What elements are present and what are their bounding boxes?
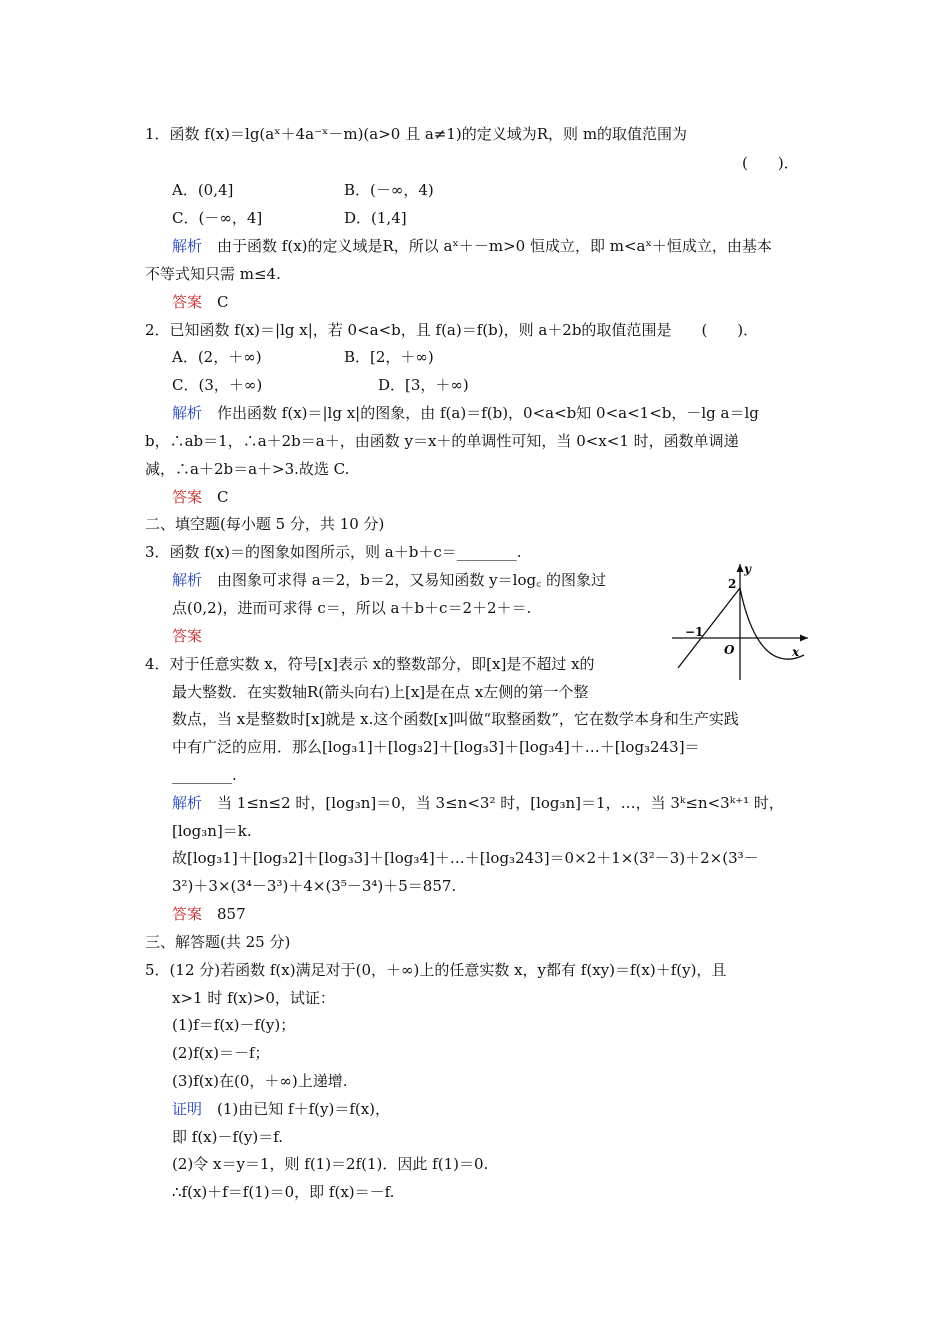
line-text: (2)令 x＝y＝1，则 f(1)＝2f(1)．因此 f(1)＝0. xyxy=(172,1155,489,1173)
analysis-tag: 解析 xyxy=(172,237,203,255)
line-text: (3)f(x)在(0，＋∞)上递增. xyxy=(172,1072,348,1090)
text-line xyxy=(145,124,687,144)
line-text: 由于函数 f(x)的定义域是R，所以 aˣ＋－m>0 恒成立，即 m<aˣ＋恒成立，由基本 xyxy=(202,237,772,255)
text-line xyxy=(344,208,407,228)
text-line xyxy=(172,1071,347,1091)
analysis-tag: 解析 xyxy=(172,571,203,589)
line-text: (1)由已知 f＋f(y)＝f(x)， xyxy=(202,1100,391,1118)
x-axis-label: x xyxy=(792,645,800,659)
line-text: 最大整数．在实数轴R(箭头向右)上[x]是在点 x左侧的第一个整 xyxy=(172,683,589,701)
line-text: 不等式知只需 m≤4. xyxy=(145,265,281,283)
line-text: 3²)＋3×(3⁴－3³)＋4×(3⁵－3⁴)＋5＝857. xyxy=(172,877,457,895)
text-line xyxy=(172,375,262,395)
line-text: 由图象可求得 a＝2，b＝2，又易知函数 y＝log꜀ 的图象过 xyxy=(202,571,607,589)
line-text: B．[2，＋∞) xyxy=(344,348,434,366)
line-text: 5．(12 分)若函数 f(x)满足对于(0，＋∞)上的任意实数 x，y都有 f(xy)＝f(x)＋f(y)，且 xyxy=(145,961,727,979)
text-line xyxy=(172,876,456,896)
text-line xyxy=(172,682,588,702)
line-text: x>1 时 f(x)>0，试证： xyxy=(172,989,335,1007)
analysis-tag: 解析 xyxy=(172,794,203,812)
analysis-tag: 证明 xyxy=(172,1100,203,1118)
origin-label: O xyxy=(724,643,735,657)
text-line xyxy=(145,320,758,340)
y-axis-label: y xyxy=(744,562,751,576)
text-line xyxy=(344,347,434,367)
x-axis-arrow xyxy=(800,635,808,642)
line-text: ∴f(x)＋f＝f(1)＝0，即 f(x)＝－f. xyxy=(172,1183,395,1201)
text-line xyxy=(172,403,759,423)
line-text: 即 f(x)－f(y)＝f. xyxy=(172,1128,283,1146)
text-line xyxy=(172,626,202,646)
answer-tag: 答案 xyxy=(172,905,203,923)
text-line xyxy=(145,932,290,952)
text-line xyxy=(172,487,229,507)
text-line xyxy=(172,821,252,841)
text-line xyxy=(145,431,739,451)
line-text: 857 xyxy=(202,905,246,923)
analysis-tag: 解析 xyxy=(172,404,203,422)
text-line xyxy=(145,960,726,980)
text-line xyxy=(172,793,784,813)
line-text: C xyxy=(202,293,229,311)
answer-tag: 答案 xyxy=(172,488,203,506)
line-text: 3．函数 f(x)＝的图象如图所示，则 a＋b＋c＝________. xyxy=(145,543,522,561)
text-line xyxy=(172,598,531,618)
line-text: b，∴ab＝1，∴a＋2b＝a＋，由函数 y＝x＋的单调性可知，当 0<x<1 时，函数单调递 xyxy=(145,432,739,450)
text-line xyxy=(344,180,434,200)
line-text: C xyxy=(202,488,229,506)
text-line xyxy=(172,1127,283,1147)
text-line xyxy=(145,459,349,479)
text-line xyxy=(172,988,335,1008)
line-text: B．(－∞，4) xyxy=(344,181,434,199)
x-tick-label: −1 xyxy=(685,625,704,639)
text-line xyxy=(172,208,262,228)
text-line xyxy=(172,904,246,924)
y-tick-label: 2 xyxy=(728,577,737,591)
line-text: 二、填空题(每小题 5 分，共 10 分) xyxy=(145,515,385,533)
text-line xyxy=(172,737,700,757)
text-line xyxy=(145,542,522,562)
text-line xyxy=(172,1154,488,1174)
text-line xyxy=(172,1182,394,1202)
line-text: 当 1≤n≤2 时，[log₃n]＝0，当 3≤n<3² 时，[log₃n]＝1，…，当 3ᵏ≤n<3ᵏ⁺¹ 时， xyxy=(202,794,784,812)
line-text: 中有广泛的应用．那么[log₃1]＋[log₃2]＋[log₃3]＋[log₃4]＋…＋[log₃243]＝ xyxy=(172,738,700,756)
line-text: D．(1,4] xyxy=(344,209,407,227)
line-text: C．(－∞，4] xyxy=(172,209,263,227)
text-line xyxy=(172,709,739,729)
line-text: (2)f(x)＝－f； xyxy=(172,1044,270,1062)
line-text: A．(2，＋∞) xyxy=(172,348,262,366)
text-line xyxy=(742,153,799,173)
text-line xyxy=(172,848,759,868)
text-line xyxy=(172,1099,390,1119)
line-text: 作出函数 f(x)＝|lg x|的图象，由 f(a)＝f(b)，0<a<b知 0<a<1<b，－lg a＝lg xyxy=(202,404,759,422)
line-text: ________. xyxy=(172,766,237,784)
function-graph xyxy=(672,562,812,682)
line-text: D．[3，＋∞) xyxy=(378,376,469,394)
line-text: ( )． xyxy=(742,154,799,172)
line-text: 数点，当 x是整数时[x]就是 x.这个函数[x]叫做“取整函数”，它在数学本身和生产实践 xyxy=(172,710,739,728)
text-line xyxy=(172,236,772,256)
line-text: 故[log₃1]＋[log₃2]＋[log₃3]＋[log₃4]＋…＋[log₃243]＝0×2＋1×(3²－3)＋2×(3³－ xyxy=(172,849,759,867)
text-line xyxy=(172,347,262,367)
text-line xyxy=(145,514,384,534)
text-line xyxy=(172,765,237,785)
line-text: 点(0,2)，进而可求得 c＝，所以 a＋b＋c＝2＋2＋＝. xyxy=(172,599,532,617)
y-axis-arrow xyxy=(737,564,744,572)
text-line xyxy=(172,1015,295,1035)
line-text: 三、解答题(共 25 分) xyxy=(145,933,291,951)
text-line xyxy=(172,180,233,200)
text-line xyxy=(172,570,606,590)
text-line xyxy=(145,264,281,284)
line-text: A．(0,4] xyxy=(172,181,234,199)
text-line xyxy=(172,1043,270,1063)
line-text: (1)f＝f(x)－f(y)； xyxy=(172,1016,296,1034)
text-line xyxy=(145,654,595,674)
line-text: 2．已知函数 f(x)＝|lg x|，若 0<a<b，且 f(a)＝f(b)，则 a＋2b的取值范围是 ( )． xyxy=(145,321,759,339)
line-text: [log₃n]＝k. xyxy=(172,822,252,840)
answer-tag: 答案 xyxy=(172,293,203,311)
line-text: 1．函数 f(x)＝lg(aˣ＋4a⁻ˣ－m)(a>0 且 a≠1)的定义域为R，则 m的取值范围为 xyxy=(145,125,688,143)
answer-tag: 答案 xyxy=(172,627,203,645)
line-text: C．(3，＋∞) xyxy=(172,376,263,394)
text-line xyxy=(172,292,229,312)
text-line xyxy=(378,375,469,395)
line-text: 4．对于任意实数 x，符号[x]表示 x的整数部分，即[x]是不超过 x的 xyxy=(145,655,595,673)
line-text: 减，∴a＋2b＝a＋>3.故选 C. xyxy=(145,460,350,478)
